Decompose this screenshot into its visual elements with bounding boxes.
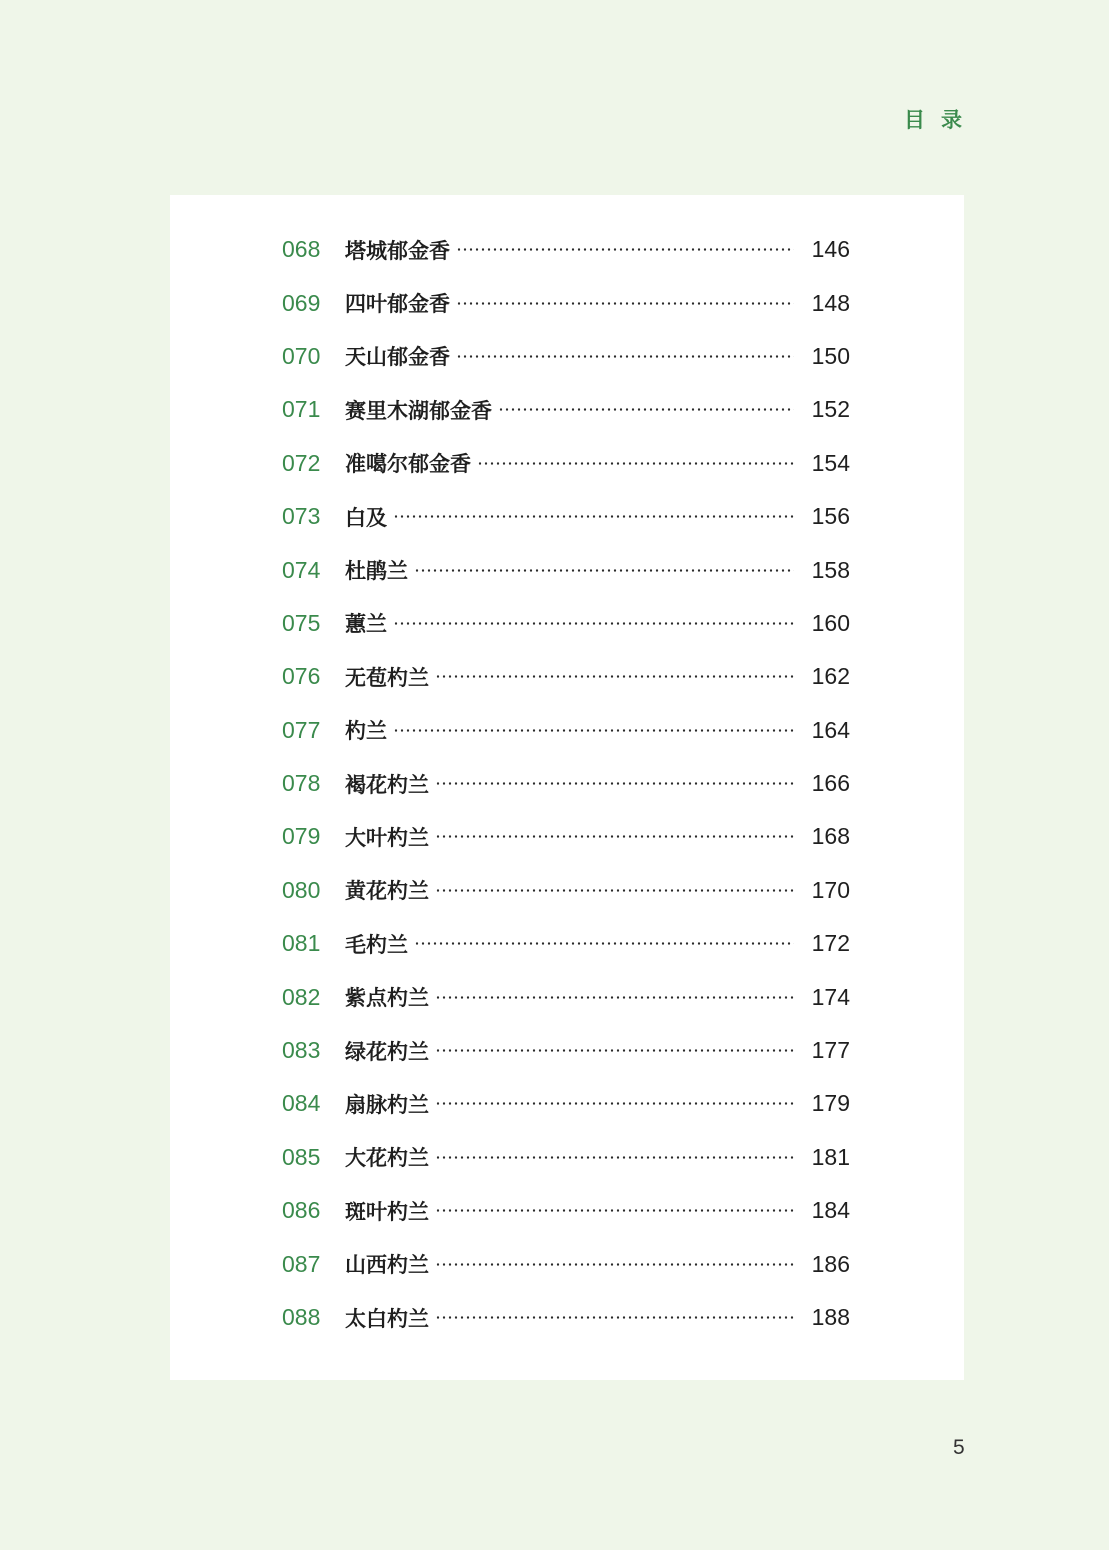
- toc-entry-page: 156: [811, 503, 850, 530]
- toc-entry-page: 177: [811, 1037, 850, 1064]
- toc-entry-title: 太白杓兰: [345, 1306, 429, 1331]
- toc-entry[interactable]: [282, 330, 850, 383]
- toc-entry[interactable]: [282, 810, 850, 863]
- toc-entry-page: 188: [811, 1304, 850, 1330]
- dot-leader: [435, 1316, 794, 1319]
- toc-entry-page: 148: [811, 289, 850, 316]
- toc-entry-title: 蕙兰: [345, 612, 387, 637]
- toc-entry-title: 塔城郁金香: [345, 238, 450, 263]
- toc-entry-page: 170: [811, 876, 850, 903]
- toc-entry[interactable]: [282, 757, 850, 810]
- toc-entry-page: 186: [811, 1250, 850, 1277]
- toc-entry-number: 087: [282, 1250, 321, 1277]
- toc-entry-number: 081: [282, 930, 321, 957]
- toc-entry-number: 083: [282, 1037, 321, 1064]
- dot-leader: [435, 1049, 794, 1052]
- section-title: 目录: [904, 108, 978, 132]
- toc-entry-number: 080: [282, 876, 321, 903]
- toc-entry-number: 077: [282, 716, 321, 743]
- toc-entry[interactable]: [282, 917, 850, 970]
- toc-entry[interactable]: [282, 1024, 850, 1077]
- toc-entry-number: 075: [282, 609, 321, 636]
- toc-entry[interactable]: [282, 223, 850, 276]
- toc-entry-number: 073: [282, 503, 321, 530]
- toc-entry-title: 绿花杓兰: [345, 1039, 429, 1064]
- toc-entry[interactable]: [282, 1291, 850, 1344]
- toc-entry[interactable]: [282, 437, 850, 490]
- toc-entry[interactable]: [282, 276, 850, 329]
- toc-entry-number: 069: [282, 289, 321, 316]
- toc-entry-number: 071: [282, 396, 321, 423]
- toc-list: [282, 223, 850, 1344]
- toc-entry-page: 179: [811, 1090, 850, 1117]
- toc-entry-number: 084: [282, 1090, 321, 1117]
- toc-entry-title: 赛里木湖郁金香: [345, 398, 492, 423]
- toc-entry-page: 184: [811, 1197, 850, 1224]
- dot-leader: [414, 942, 794, 945]
- toc-entry-number: 078: [282, 770, 321, 797]
- toc-entry-number: 076: [282, 663, 321, 690]
- toc-entry-title: 准噶尔郁金香: [345, 452, 471, 477]
- dot-leader: [393, 515, 794, 518]
- toc-entry-page: 146: [811, 236, 850, 263]
- dot-leader: [456, 355, 794, 358]
- toc-entry[interactable]: [282, 1237, 850, 1290]
- toc-entry-number: 085: [282, 1143, 321, 1170]
- toc-entry[interactable]: [282, 1131, 850, 1184]
- toc-entry[interactable]: [282, 490, 850, 543]
- dot-leader: [435, 1209, 794, 1212]
- toc-entry-title: 山西杓兰: [345, 1253, 429, 1278]
- toc-entry-page: 166: [811, 770, 850, 797]
- toc-entry-page: 168: [811, 823, 850, 850]
- page-number: 5: [953, 1436, 965, 1459]
- toc-entry-page: 154: [811, 449, 850, 476]
- toc-entry-number: 079: [282, 823, 321, 850]
- dot-leader: [477, 462, 794, 465]
- toc-entry-title: 黄花杓兰: [345, 879, 429, 904]
- dot-leader: [393, 729, 794, 732]
- toc-entry-page: 158: [811, 556, 850, 583]
- toc-entry-page: 172: [811, 930, 850, 957]
- toc-entry-title: 褐花杓兰: [345, 772, 429, 797]
- toc-entry[interactable]: [282, 383, 850, 436]
- toc-entry-page: 160: [811, 609, 850, 636]
- toc-entry-page: 162: [811, 663, 850, 690]
- toc-entry-title: 杓兰: [345, 719, 387, 744]
- toc-entry[interactable]: [282, 597, 850, 650]
- toc-entry-page: 152: [811, 396, 850, 423]
- toc-entry-page: 181: [811, 1143, 850, 1170]
- toc-entry-title: 天山郁金香: [345, 345, 450, 370]
- toc-entry-title: 无苞杓兰: [345, 665, 429, 690]
- toc-entry-number: 070: [282, 342, 321, 369]
- dot-leader: [435, 1263, 794, 1266]
- toc-entry[interactable]: [282, 1184, 850, 1237]
- dot-leader: [435, 835, 794, 838]
- dot-leader: [435, 996, 794, 999]
- toc-entry-number: 072: [282, 449, 321, 476]
- dot-leader: [414, 569, 794, 572]
- toc-entry[interactable]: [282, 1077, 850, 1130]
- dot-leader: [435, 1156, 794, 1159]
- toc-entry-title: 白及: [345, 505, 387, 530]
- dot-leader: [498, 408, 794, 411]
- toc-entry[interactable]: [282, 704, 850, 757]
- toc-entry-page: 164: [811, 716, 850, 743]
- toc-entry-page: 174: [811, 983, 850, 1010]
- dot-leader: [456, 248, 794, 251]
- toc-entry-title: 四叶郁金香: [345, 292, 450, 317]
- toc-entry-number: 068: [282, 236, 321, 263]
- toc-entry-number: 082: [282, 983, 321, 1010]
- toc-entry-title: 斑叶杓兰: [345, 1199, 429, 1224]
- toc-entry[interactable]: [282, 970, 850, 1023]
- toc-entry-number: 086: [282, 1197, 321, 1224]
- toc-entry-title: 毛杓兰: [345, 932, 408, 957]
- dot-leader: [435, 889, 794, 892]
- toc-entry-title: 杜鹃兰: [345, 559, 408, 584]
- dot-leader: [435, 675, 794, 678]
- toc-entry[interactable]: [282, 650, 850, 703]
- dot-leader: [435, 1102, 794, 1105]
- dot-leader: [456, 302, 794, 305]
- toc-entry[interactable]: [282, 543, 850, 596]
- toc-entry-title: 紫点杓兰: [345, 986, 429, 1011]
- toc-entry-title: 大花杓兰: [345, 1146, 429, 1171]
- toc-entry-title: 大叶杓兰: [345, 825, 429, 850]
- toc-entry-title: 扇脉杓兰: [345, 1092, 429, 1117]
- toc-entry-number: 088: [282, 1304, 321, 1330]
- dot-leader: [435, 782, 794, 785]
- dot-leader: [393, 622, 794, 625]
- toc-panel: [170, 195, 964, 1380]
- toc-entry-number: 074: [282, 556, 321, 583]
- toc-entry[interactable]: [282, 864, 850, 917]
- toc-entry-page: 150: [811, 342, 850, 369]
